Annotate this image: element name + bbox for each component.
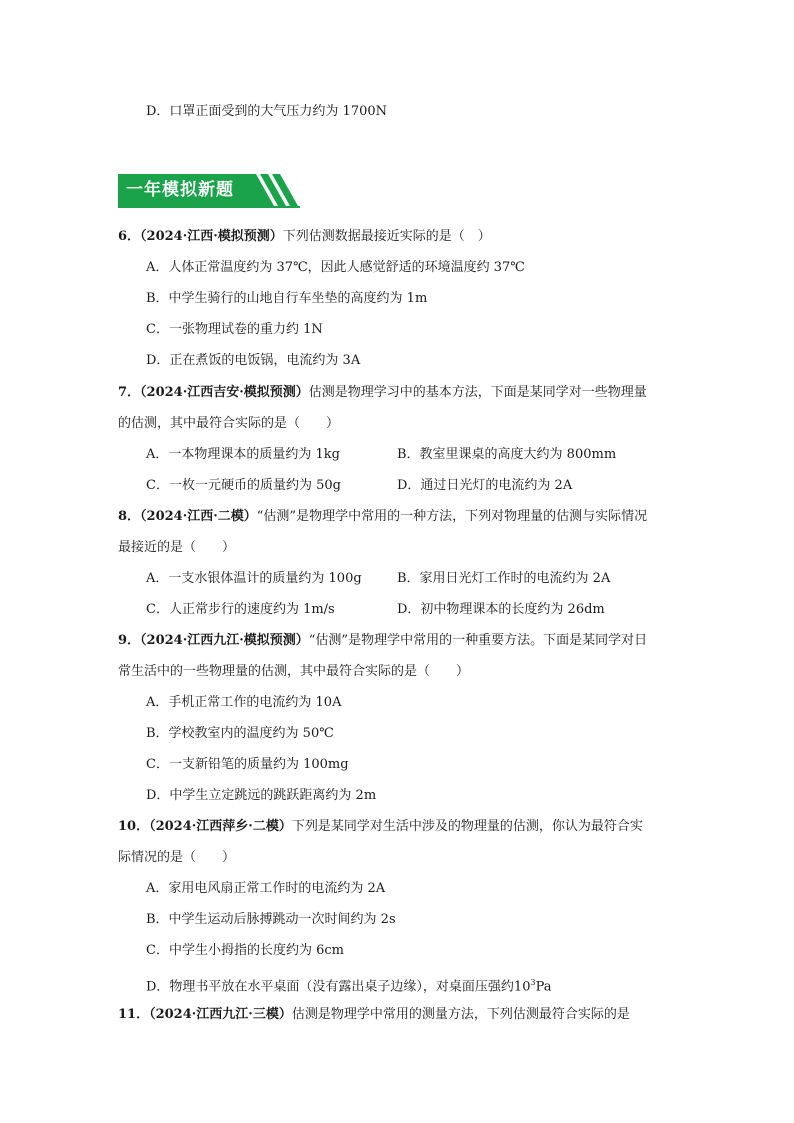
question-text: 估测是物理学中常用的测量方法，下列估测最符合实际的是 (291, 1007, 630, 1022)
q8-option-d: D．初中物理课本的长度约为 26dm (397, 602, 605, 617)
q8-option-b: B．家用日光灯工作时的电流约为 2A (397, 571, 611, 586)
q6-option-b: B．中学生骑行的山地自行车坐垫的高度约为 1m (146, 291, 428, 306)
q9-option-a: A．手机正常工作的电流约为 10A (146, 695, 342, 710)
question-source: （2024·江西·二模） (140, 509, 257, 524)
question-number: 9． (118, 633, 141, 648)
q10-option-c: C．中学生小拇指的长度约为 6cm (146, 943, 344, 958)
question-text: “估测”是物理学中常用的一种重要方法。下面是某同学对日 (308, 633, 648, 648)
question-8-stem (118, 508, 647, 526)
question-source: （2024·江西九江·模拟预测） (140, 633, 309, 648)
question-8-stem-cont: 最接近的是（ ） (118, 540, 236, 555)
question-text: 下列是某同学对生活中涉及的物理量的估测，你认为最符合实 (291, 819, 643, 834)
question-9-stem (118, 632, 647, 650)
q10-option-d (146, 974, 551, 996)
question-11-stem (118, 1006, 630, 1024)
q7-option-c: C．一枚一元硬币的质量约为 50g (146, 478, 341, 493)
question-source: （2024·江西九江·三模） (149, 1007, 292, 1022)
q7-option-b: B．教室里课桌的高度大约为 800mm (397, 447, 617, 462)
q7-option-d: D．通过日光灯的电流约为 2A (397, 478, 573, 493)
question-10-stem (118, 818, 643, 836)
question-6-stem (118, 228, 491, 246)
q6-option-d: D．正在煮饭的电饭锅，电流约为 3A (146, 353, 361, 368)
q9-option-c: C．一支新铅笔的质量约为 100mg (146, 757, 349, 772)
question-7-stem-cont: 的估测，其中最符合实际的是（ ） (118, 416, 340, 431)
question-number: 6． (118, 229, 141, 244)
q8-option-a: A．一支水银体温计的质量约为 100g (146, 571, 362, 586)
q10-option-a: A．家用电风扇正常工作时的电流约为 2A (146, 881, 386, 896)
question-number: 11． (118, 1007, 150, 1022)
question-source: （2024·江西·模拟预测） (140, 229, 283, 244)
q6-option-a: A．人体正常温度约为 37℃，因此人感觉舒适的环境温度约 37℃ (146, 260, 525, 275)
question-number: 10． (118, 819, 150, 834)
question-7-stem (118, 384, 647, 402)
question-source: （2024·江西吉安·模拟预测） (140, 385, 309, 400)
section-rule (118, 206, 300, 208)
question-number: 7． (118, 385, 141, 400)
q9-option-d: D．中学生立定跳远的跳跃距离约为 2m (146, 788, 377, 803)
question-text: “估测”是物理学中常用的一种方法，下列对物理量的估测与实际情况 (256, 509, 648, 524)
superscript: 3 (530, 978, 536, 987)
question-10-stem-cont: 际情况的是（ ） (118, 850, 236, 865)
q8-option-c: C．人正常步行的速度约为 1m/s (146, 602, 335, 617)
question-number: 8． (118, 509, 141, 524)
prev-option-d: D．口罩正面受到的大气压力约为 1700N (146, 104, 388, 119)
option-text: D．物理书平放在水平桌面（没有露出桌子边缘），对桌面压强约10 (146, 979, 531, 995)
unit: Pa (535, 979, 552, 995)
q7-option-a: A．一本物理课本的质量约为 1kg (146, 447, 340, 462)
question-9-stem-cont: 常生活中的一些物理量的估测，其中最符合实际的是（ ） (118, 664, 470, 679)
question-source: （2024·江西萍乡·二模） (149, 819, 292, 834)
section-title: 一年模拟新题 (126, 180, 234, 200)
question-text: 下列估测数据最接近实际的是（ ） (282, 229, 491, 244)
q9-option-b: B．学校教室内的温度约为 50℃ (146, 726, 334, 741)
q6-option-c: C．一张物理试卷的重力约 1N (146, 322, 323, 337)
question-text: 估测是物理学习中的基本方法，下面是某同学对一些物理量 (308, 385, 647, 400)
q10-option-b: B．中学生运动后脉搏跳动一次时间约为 2s (146, 912, 396, 927)
